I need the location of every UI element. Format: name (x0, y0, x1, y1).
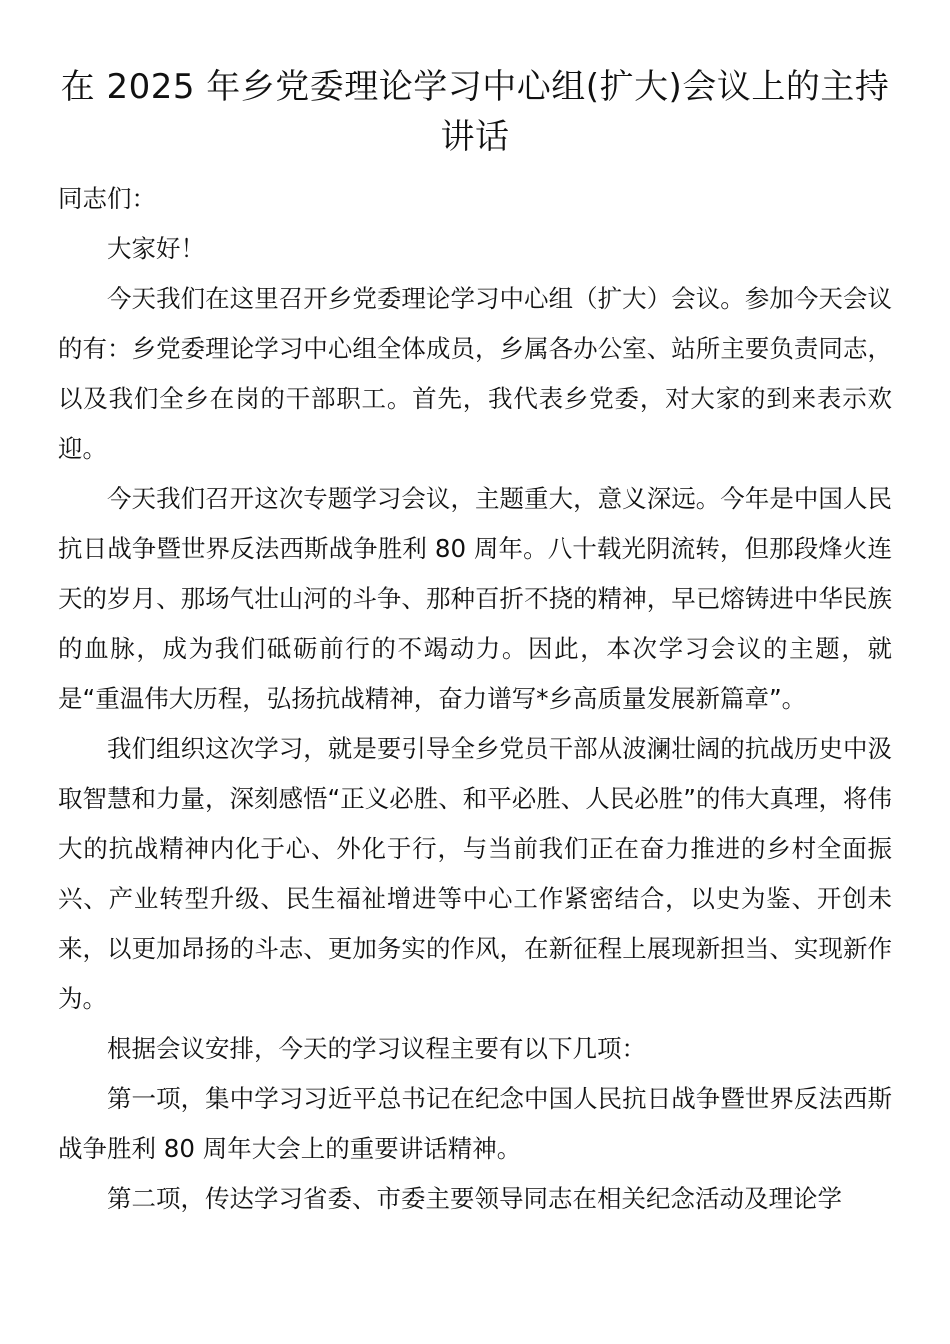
paragraph-meeting-intro: 今天我们在这里召开乡党委理论学习中心组（扩大）会议。参加今天会议的有：乡党委理论学习中心组全体成员，乡属各办公室、站所主要负责同志，以及我们全乡在岗的干部职工。首先，我代表乡党委，对大家的到来表示欢迎。 (58, 284, 892, 463)
paragraph-meeting-purpose: 我们组织这次学习，就是要引导全乡党员干部从波澜壮阔的抗战历史中汲取智慧和力量，深刻感悟“正义必胜、和平必胜、人民必胜”的伟大真理，将伟大的抗战精神内化于心、外化于行，与当前我们正在奋力推进的乡村全面振兴、产业转型升级、民生福祉增进等中心工作紧密结合，以史为鉴、开创未来，以更加昂扬的斗志、更加务实的作风，在新征程上展现新担当、实现新作为。 (58, 734, 892, 1013)
paragraph-agenda-item-1: 第一项，集中学习习近平总书记在纪念中国人民抗日战争暨世界反法西斯战争胜利 80 周年大会上的重要讲话精神。 (58, 1084, 892, 1163)
document-page (58, 62, 892, 1224)
paragraph-greeting: 大家好！ (107, 234, 205, 263)
salutation: 同志们： (58, 184, 156, 213)
paragraph-meeting-theme: 今天我们召开这次专题学习会议，主题重大，意义深远。今年是中国人民抗日战争暨世界反法西斯战争胜利 80 周年。八十载光阴流转，但那段烽火连天的岁月、那场气壮山河的斗争、那种百折不挠的精神，早已熔铸进中华民族的血脉，成为我们砥砺前行的不竭动力。因此，本次学习会议的主题，就是“重温伟大历程，弘扬抗战精神，奋力谱写*乡高质量发展新篇章”。 (58, 484, 892, 713)
paragraph-agenda-intro: 根据会议安排，今天的学习议程主要有以下几项： (107, 1034, 646, 1063)
paragraph-agenda-item-2: 第二项，传达学习省委、市委主要领导同志在相关纪念活动及理论学 (107, 1184, 842, 1213)
document-title: 在 2025 年乡党委理论学习中心组(扩大)会议上的主持讲话 (60, 67, 890, 157)
